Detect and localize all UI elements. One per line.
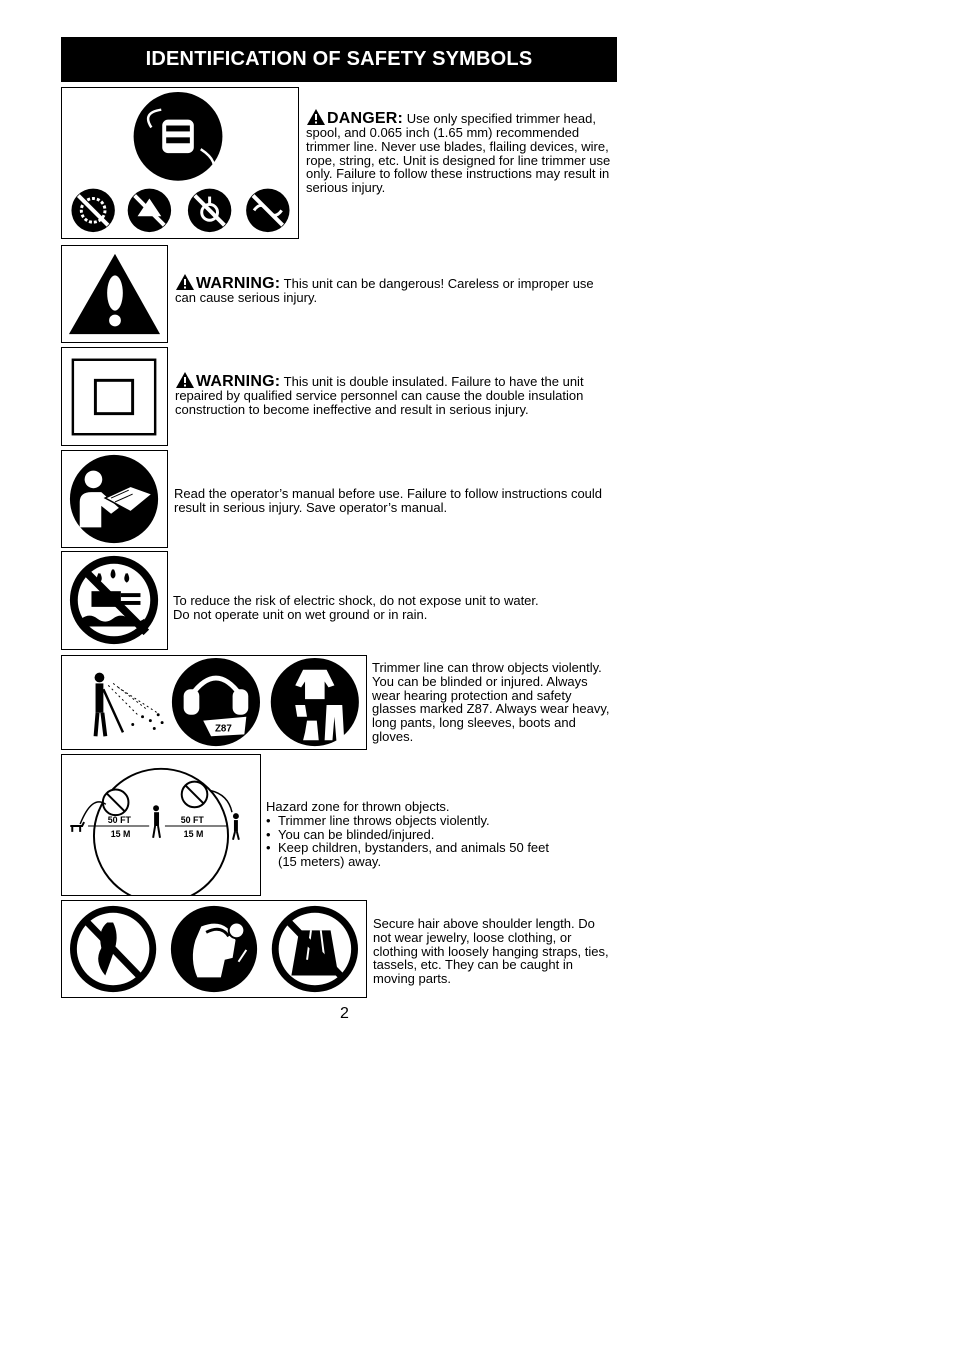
zone-distance-ft-left: 50 FT	[107, 815, 131, 826]
double-insulation-description: This unit is double insulated. Failure to have the unit repaired by qualified service personnel can cause the double insulation construction to become ineffective and result in serious injury.	[175, 374, 584, 417]
read-manual-panel	[61, 450, 168, 548]
hazard-zone-bullet-list	[266, 814, 556, 869]
double-insulation-text-block	[175, 371, 605, 417]
read-manual-text-block	[174, 487, 606, 515]
alert-triangle-icon	[175, 371, 195, 389]
read-manual-icon	[62, 451, 167, 547]
page-title: IDENTIFICATION OF SAFETY SYMBOLS	[61, 37, 617, 82]
protective-gear-panel	[61, 655, 367, 750]
danger-description: Use only specified trimmer head, spool, and 0.065 inch (1.65 mm) recommended trimmer line. Never use blades, flailing devices, wire, rope, string, etc. Unit is designed for line trimmer use only. Failure to follow these instructions may result in serious injury.	[306, 111, 611, 196]
zone-distance-m-right: 15 M	[183, 828, 204, 839]
hazard-zone-panel	[61, 754, 261, 896]
secure-hair-panel	[61, 900, 367, 998]
double-insulation-panel	[61, 347, 168, 446]
zone-distance-m-left: 15 M	[110, 828, 131, 839]
no-water-text-block	[173, 594, 605, 622]
secure-hair-description: Secure hair above shoulder length. Do not wear jewelry, loose clothing, or clothing with loosely hanging straps, ties, tassels, etc. They can be caught in moving parts.	[373, 916, 609, 987]
exclamation-triangle-icon	[62, 246, 167, 342]
danger-symbol-panel	[61, 87, 299, 239]
warning-description: This unit can be dangerous! Careless or improper use can cause serious injury.	[175, 276, 594, 305]
alert-triangle-icon	[175, 273, 195, 291]
hazard-zone-bullet: • Trimmer line throws objects violently.	[266, 814, 556, 828]
warning-symbol-panel	[61, 245, 168, 343]
zone-distance-ft-right: 50 FT	[180, 815, 204, 826]
hazard-zone-intro: Hazard zone for thrown objects.	[266, 799, 450, 814]
no-water-line-1: To reduce the risk of electric shock, do not expose unit to water.	[173, 593, 539, 608]
secure-hair-icon	[62, 901, 366, 997]
page-number: 2	[340, 1005, 349, 1022]
double-insulation-keyword: WARNING:	[196, 373, 281, 390]
hazard-zone-text-block	[266, 800, 556, 869]
protective-gear-description: Trimmer line can throw objects violently. You can be blinded or injured. Always wear hearing protection and safety glasses marked Z87. Always wear heavy, long pants, long sleeves, boots and gloves.	[372, 660, 610, 744]
warning-text-block	[175, 273, 605, 305]
double-insulation-icon	[62, 348, 167, 445]
secure-hair-text-block	[373, 917, 613, 986]
trimmer-head-no-blades-icon	[62, 88, 298, 238]
protective-gear-text-block	[372, 661, 614, 744]
danger-keyword: DANGER:	[327, 110, 404, 127]
protective-gear-icon	[62, 656, 366, 749]
no-water-panel	[61, 551, 168, 650]
warning-keyword: WARNING:	[196, 275, 281, 292]
no-water-icon	[62, 552, 167, 649]
alert-triangle-icon	[306, 108, 326, 126]
danger-text-block	[306, 108, 614, 195]
z87-label: Z87	[214, 723, 232, 735]
read-manual-description: Read the operator’s manual before use. Failure to follow instructions could result in serious injury. Save operator’s manual.	[174, 486, 603, 515]
no-water-line-2: Do not operate unit on wet ground or in rain.	[173, 606, 428, 622]
hazard-zone-bullet: • Keep children, bystanders, and animals 50 feet (15 meters) away.	[266, 841, 556, 869]
hazard-zone-bullet: • You can be blinded/injured.	[266, 828, 556, 842]
hazard-zone-icon	[62, 755, 260, 895]
